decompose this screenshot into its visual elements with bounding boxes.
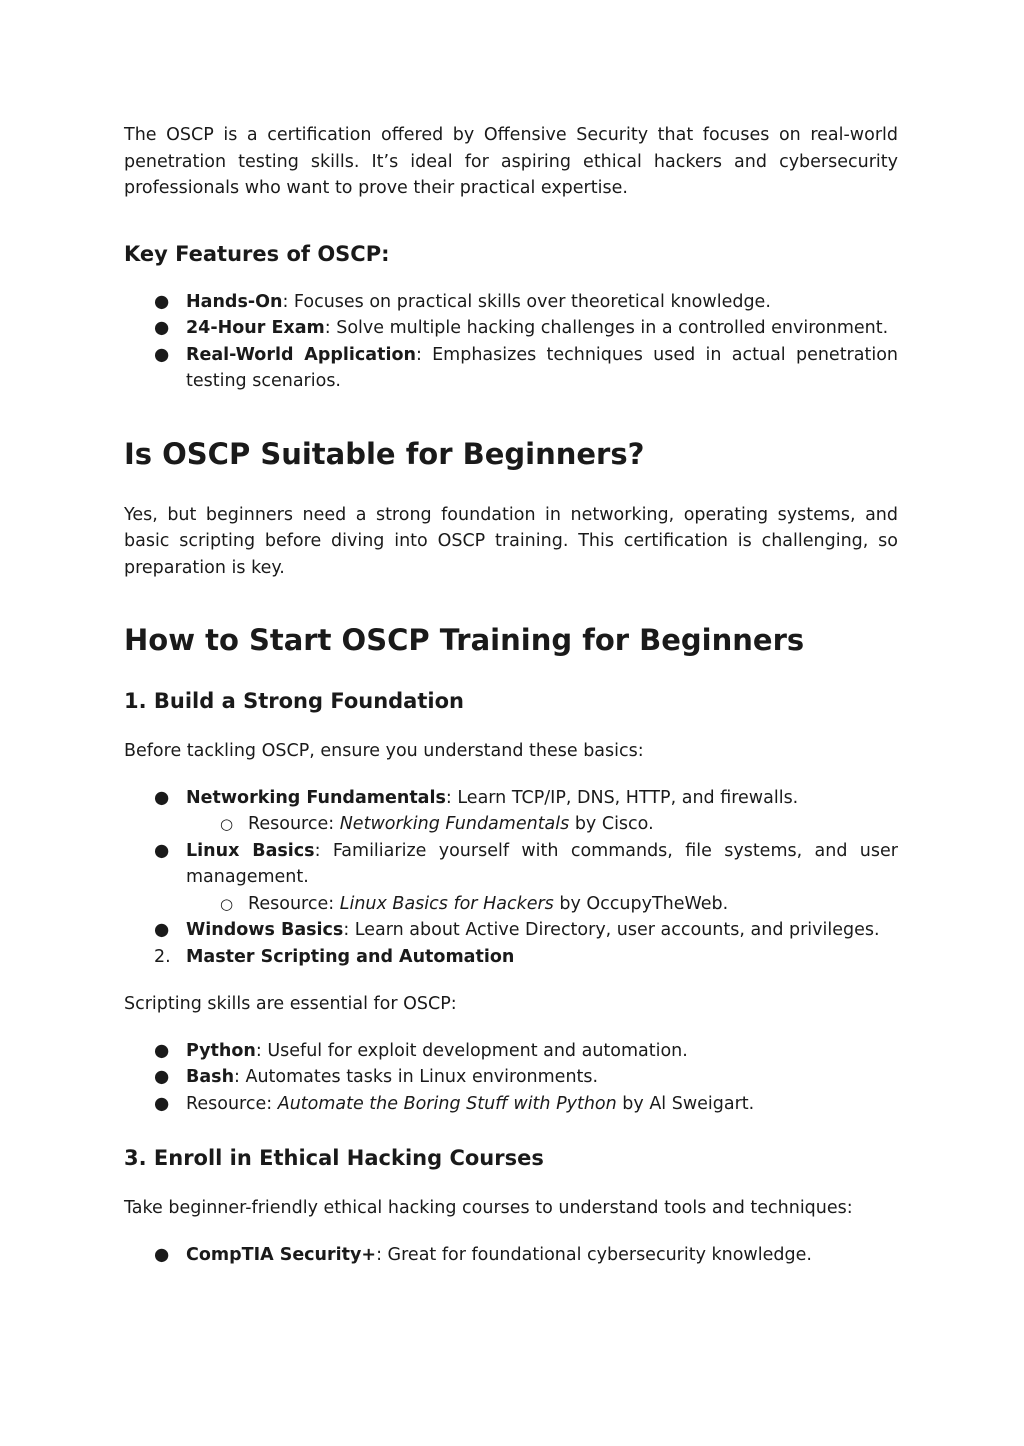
beginners-paragraph: Yes, but beginners need a strong foundation in networking, operating systems, and basic scripting before diving into OSCP training. This certification is challenging, so preparation is key.	[124, 504, 898, 578]
step2-numbered-list	[124, 944, 898, 971]
list-item	[124, 944, 898, 971]
list-item	[124, 1038, 898, 1065]
skill-desc: : Useful for exploit development and automation.	[255, 1040, 688, 1061]
topic-desc: : Learn TCP/IP, DNS, HTTP, and firewalls.	[445, 787, 799, 808]
step2-intro: Scripting skills are essential for OSCP:	[124, 994, 457, 1014]
resource-suffix: by Al Sweigart.	[616, 1093, 755, 1114]
key-features-list	[124, 289, 898, 395]
step1-intro: Before tackling OSCP, ensure you understand these basics:	[124, 741, 644, 761]
sub-bullet-icon: ○	[220, 894, 234, 913]
resource-prefix: Resource:	[248, 893, 340, 914]
list-item	[124, 289, 898, 316]
feature-desc: : Emphasizes techniques used in actual penetration testing scenarios.	[186, 344, 899, 391]
resource-title: Linux Basics for Hackers	[339, 893, 554, 914]
step2-heading: Master Scripting and Automation	[186, 946, 515, 967]
sub-list	[186, 811, 898, 838]
feature-desc: : Solve multiple hacking challenges in a controlled environment.	[324, 318, 889, 338]
resource-prefix: Resource:	[248, 814, 340, 834]
step1-heading: 1. Build a Strong Foundation	[124, 689, 464, 713]
document-page	[124, 122, 898, 1268]
skill-term: Python	[186, 1040, 256, 1061]
bullet-icon: ●	[154, 840, 170, 861]
step2-list	[124, 1038, 898, 1118]
resource-title: Automate the Boring Stuff with Python	[277, 1093, 617, 1114]
resource-title: Networking Fundamentals	[339, 814, 570, 834]
step3-list	[124, 1242, 898, 1269]
sub-list	[186, 891, 898, 918]
topic-term: Networking Fundamentals	[186, 787, 446, 808]
how-to-heading: How to Start OSCP Training for Beginners	[124, 623, 805, 657]
skill-term: Bash	[186, 1067, 235, 1087]
bullet-icon: ●	[154, 291, 170, 312]
resource-suffix: by Cisco.	[569, 814, 654, 834]
resource-suffix: by OccupyTheWeb.	[553, 893, 729, 914]
feature-term: Real-World Application	[186, 344, 416, 365]
step3-heading: 3. Enroll in Ethical Hacking Courses	[124, 1146, 544, 1170]
key-features-heading: Key Features of OSCP:	[124, 241, 390, 266]
bullet-icon: ●	[154, 344, 170, 365]
bullet-icon: ●	[154, 1244, 170, 1265]
bullet-icon: ●	[154, 1067, 170, 1087]
list-item	[124, 1091, 898, 1118]
topic-term: Windows Basics	[186, 920, 344, 940]
step-number: 2.	[154, 946, 171, 967]
list-item	[124, 1064, 898, 1091]
list-item	[124, 838, 898, 918]
step1-list	[124, 785, 898, 944]
step3-intro: Take beginner-friendly ethical hacking courses to understand tools and techniques:	[124, 1198, 853, 1218]
sub-list-item	[186, 811, 898, 838]
list-item	[124, 315, 898, 342]
intro-paragraph: The OSCP is a certification offered by Offensive Security that focuses on real-world penetration testing skills. It’s ideal for aspiring ethical hackers and cybersecurity professionals who want to prove their practical expertise.	[124, 125, 898, 198]
topic-desc: : Learn about Active Directory, user accounts, and privileges.	[343, 920, 880, 940]
course-desc: : Great for foundational cybersecurity knowledge.	[376, 1244, 812, 1265]
list-item	[124, 785, 898, 838]
list-item	[124, 1242, 898, 1269]
course-term: CompTIA Security+	[186, 1244, 377, 1265]
beginners-heading: Is OSCP Suitable for Beginners?	[124, 436, 645, 471]
bullet-icon: ●	[154, 1040, 170, 1061]
sub-list-item	[186, 891, 898, 918]
topic-term: Linux Basics	[186, 840, 315, 861]
list-item	[124, 917, 898, 944]
bullet-icon: ●	[154, 787, 170, 808]
sub-bullet-icon: ○	[220, 815, 234, 833]
bullet-icon: ●	[154, 1093, 170, 1114]
feature-desc: : Focuses on practical skills over theoretical knowledge.	[282, 291, 771, 312]
topic-desc: : Familiarize yourself with commands, file systems, and user management.	[186, 840, 898, 887]
feature-term: Hands-On	[186, 291, 283, 312]
bullet-icon: ●	[154, 318, 170, 338]
bullet-icon: ●	[154, 920, 170, 940]
list-item	[124, 342, 898, 395]
resource-prefix: Resource:	[186, 1093, 278, 1114]
feature-term: 24-Hour Exam	[186, 318, 325, 338]
skill-desc: : Automates tasks in Linux environments.	[234, 1067, 599, 1087]
